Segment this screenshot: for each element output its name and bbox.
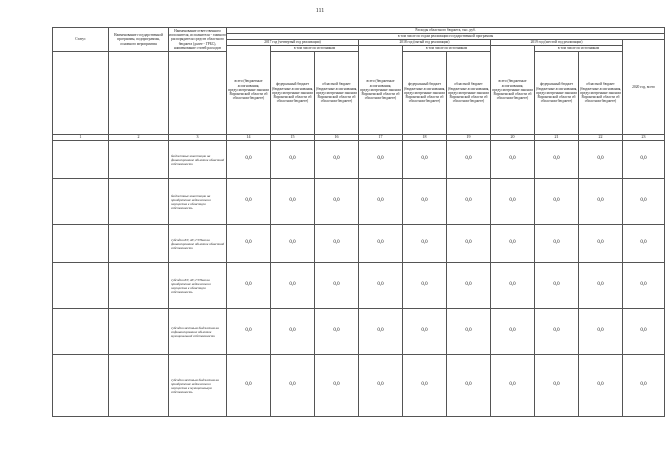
table-row: [53, 225, 665, 263]
value-cell: 0,0: [315, 355, 359, 417]
year-2019-header: 2019 год (шестой год реализации): [491, 40, 623, 46]
value-cell: 0,0: [491, 225, 535, 263]
status-cell: [53, 309, 109, 355]
value-cell: 0,0: [535, 355, 579, 417]
value-cell: 0,0: [491, 309, 535, 355]
value-cell: 0,0: [359, 309, 403, 355]
value-cell: 0,0: [359, 225, 403, 263]
value-cell: 0,0: [271, 263, 315, 309]
status-cell: [53, 225, 109, 263]
sources-2018-header: в том числе по источникам: [403, 46, 491, 52]
value-cell: 0,0: [579, 141, 623, 179]
value-cell: 0,0: [271, 309, 315, 355]
value-cell: 0,0: [403, 225, 447, 263]
value-cell: 0,0: [491, 179, 535, 225]
regional-2018-header: областной бюджет (бюджетные ассигнования, предусмотренные законом Воронежской области об областном бюджете): [447, 52, 491, 135]
value-cell: 0,0: [491, 263, 535, 309]
value-cell: 0,0: [535, 141, 579, 179]
value-cell: 0,0: [227, 309, 271, 355]
by-years-header: в том числе по годам реализации государственной программы: [227, 34, 665, 40]
value-cell: 0,0: [315, 263, 359, 309]
value-cell: 0,0: [359, 355, 403, 417]
status-cell: [53, 355, 109, 417]
value-cell: 0,0: [491, 355, 535, 417]
program-cell: [109, 141, 169, 179]
value-cell: 0,0: [579, 225, 623, 263]
table-row: [53, 141, 665, 179]
year-2017-header: 2017 год (четвертый год реализации): [227, 40, 359, 46]
col-number: 17: [359, 135, 403, 141]
year-2018-header: 2018 год (пятый год реализации): [359, 40, 491, 46]
col-number: 14: [227, 135, 271, 141]
federal-2019-header: федеральный бюджет (бюджетные ассигнования, предусмотренные законом Воронежской области об областном бюджете): [535, 52, 579, 135]
program-header: Наименование государственной программы, подпрограммы, основного мероприятия: [109, 28, 169, 52]
page-number: 111: [315, 8, 325, 14]
value-cell: 0,0: [623, 309, 665, 355]
value-cell: 0,0: [271, 225, 315, 263]
value-cell: 0,0: [403, 263, 447, 309]
sources-2017-header: в том числе по источникам: [271, 46, 359, 52]
federal-2017-header: федеральный бюджет (бюджетные ассигнования, предусмотренные законом Воронежской области об областном бюджете): [271, 52, 315, 135]
col-number: 3: [169, 135, 227, 141]
value-cell: 0,0: [447, 263, 491, 309]
value-cell: 0,0: [271, 355, 315, 417]
value-cell: 0,0: [491, 141, 535, 179]
value-cell: 0,0: [315, 225, 359, 263]
value-cell: 0,0: [579, 263, 623, 309]
value-cell: 0,0: [579, 179, 623, 225]
value-cell: 0,0: [623, 263, 665, 309]
value-cell: 0,0: [227, 263, 271, 309]
col-number: 20: [491, 135, 535, 141]
value-cell: 0,0: [579, 355, 623, 417]
value-cell: 0,0: [623, 179, 665, 225]
regional-2019-header: областной бюджет (бюджетные ассигнования, предусмотренные законом Воронежской области об областном бюджете): [579, 52, 623, 135]
value-cell: 0,0: [359, 179, 403, 225]
value-cell: 0,0: [579, 309, 623, 355]
program-cell: [109, 263, 169, 309]
value-cell: 0,0: [315, 141, 359, 179]
value-cell: 0,0: [403, 309, 447, 355]
col-number: 15: [271, 135, 315, 141]
year-2020-header: 2020 год, всего: [623, 40, 665, 135]
table-row: [53, 179, 665, 225]
value-cell: 0,0: [403, 141, 447, 179]
budget-table: [52, 27, 665, 417]
row-label: субсидии местным бюджетам на приобретение недвижимого имущества в муниципальную собственность: [169, 355, 227, 417]
program-header-cont: [109, 52, 169, 135]
value-cell: 0,0: [623, 355, 665, 417]
status-cell: [53, 179, 109, 225]
value-cell: 0,0: [535, 225, 579, 263]
value-cell: 0,0: [227, 225, 271, 263]
value-cell: 0,0: [447, 225, 491, 263]
value-cell: 0,0: [315, 179, 359, 225]
status-header: Статус: [53, 28, 109, 52]
value-cell: 0,0: [535, 263, 579, 309]
col-number: 19: [447, 135, 491, 141]
total-2018-header: всего (бюджетные ассигнования, предусмотренные законом Воронежской области об областном бюджете): [359, 46, 403, 135]
total-2019-header: всего (бюджетные ассигнования, предусмотренные законом Воронежской области об областном бюджете): [491, 46, 535, 135]
value-cell: 0,0: [447, 141, 491, 179]
value-cell: 0,0: [623, 225, 665, 263]
table-row: [53, 263, 665, 309]
col-number: 22: [579, 135, 623, 141]
col-number: 2: [109, 135, 169, 141]
status-cell: [53, 263, 109, 309]
row-label: субсидии местным бюджетам на софинансирование объектов муниципальной собственности: [169, 309, 227, 355]
status-header-cont: [53, 52, 109, 135]
col-number: 23: [623, 135, 665, 141]
value-cell: 0,0: [403, 355, 447, 417]
value-cell: 0,0: [535, 309, 579, 355]
value-cell: 0,0: [315, 309, 359, 355]
source-header-cont: [169, 52, 227, 135]
value-cell: 0,0: [271, 141, 315, 179]
expenses-header: Расходы областного бюджета, тыс. руб.: [227, 28, 665, 34]
federal-2018-header: федеральный бюджет (бюджетные ассигнования, предусмотренные законом Воронежской области об областном бюджете): [403, 52, 447, 135]
status-cell: [53, 141, 109, 179]
value-cell: 0,0: [359, 263, 403, 309]
value-cell: 0,0: [227, 179, 271, 225]
source-header: Наименование ответственного исполнителя, исполнителя - главного распорядителя средств областного бюджета (далее - ГРБС), наименование статей расходов: [169, 28, 226, 50]
regional-2017-header: областной бюджет (бюджетные ассигнования, предусмотренные законом Воронежской области об областном бюджете): [315, 52, 359, 135]
value-cell: 0,0: [227, 141, 271, 179]
row-label: субсидии БУ, АУ, ГУПам на финансирование объектов областной собственности: [169, 225, 227, 263]
program-cell: [109, 179, 169, 225]
col-number: 1: [53, 135, 109, 141]
program-cell: [109, 355, 169, 417]
program-cell: [109, 225, 169, 263]
value-cell: 0,0: [359, 141, 403, 179]
row-label: субсидии БУ, АУ, ГУПам на приобретение недвижимого имущества в областную собственность: [169, 263, 227, 309]
value-cell: 0,0: [623, 141, 665, 179]
col-number: 18: [403, 135, 447, 141]
total-2017-header: всего (бюджетные ассигнования, предусмотренные законом Воронежской области об областном бюджете): [227, 46, 271, 135]
value-cell: 0,0: [447, 355, 491, 417]
sources-2019-header: в том числе по источникам: [535, 46, 623, 52]
col-number: 21: [535, 135, 579, 141]
program-cell: [109, 309, 169, 355]
table-row: [53, 309, 665, 355]
value-cell: 0,0: [271, 179, 315, 225]
table-row: [53, 355, 665, 417]
row-label: бюджетные инвестиции на приобретение недвижимого имущества в областную собственность: [169, 179, 227, 225]
value-cell: 0,0: [535, 179, 579, 225]
value-cell: 0,0: [447, 179, 491, 225]
col-number: 16: [315, 135, 359, 141]
value-cell: 0,0: [403, 179, 447, 225]
row-label: бюджетные инвестиции на финансирование объектов областной собственности: [169, 141, 227, 179]
value-cell: 0,0: [447, 309, 491, 355]
value-cell: 0,0: [227, 355, 271, 417]
